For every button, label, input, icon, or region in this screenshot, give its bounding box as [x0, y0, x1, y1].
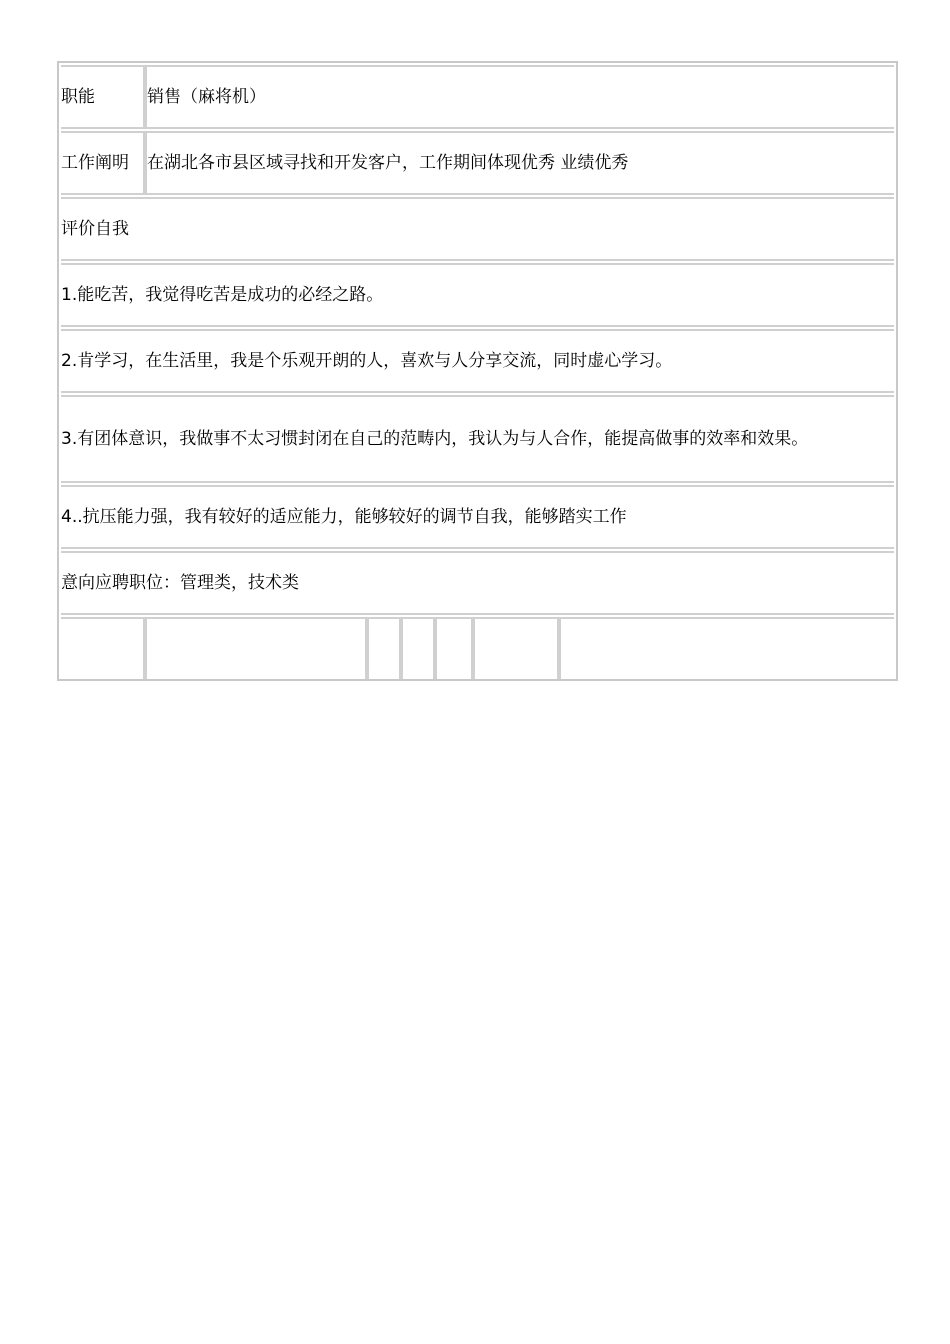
evaluation-cell: [61, 265, 894, 325]
evaluation-item: 2.肯学习，在生活里，我是个乐观开朗的人，喜欢与人分享交流，同时虚心学习。: [61, 351, 673, 371]
empty-cell: [145, 619, 367, 679]
table-row-intended-position: [61, 551, 894, 615]
table-row-evaluation-3: [61, 395, 894, 483]
function-value: 销售（麻将机）: [147, 87, 266, 107]
table-row-evaluation-1: [61, 263, 894, 327]
self-evaluation-title-cell: [61, 199, 894, 259]
function-label: 职能: [61, 87, 95, 107]
intended-position: 意向应聘职位：管理类，技术类: [61, 573, 299, 593]
table-row-self-evaluation-title: [61, 197, 894, 261]
intended-position-cell: [61, 553, 894, 613]
work-description-value: 在湖北各市县区域寻找和开发客户，工作期间体现优秀 业绩优秀: [147, 153, 629, 173]
empty-cell: [367, 619, 401, 679]
table-row-function: [61, 65, 894, 129]
work-description-value-cell: [145, 133, 894, 193]
evaluation-item: 1.能吃苦，我觉得吃苦是成功的必经之路。: [61, 285, 384, 305]
empty-cell: [435, 619, 473, 679]
work-description-label: 工作阐明: [61, 153, 129, 173]
evaluation-item: 3.有团体意识，我做事不太习惯封闭在自己的范畴内，我认为与人合作，能提高做事的效率和效果。: [61, 429, 809, 449]
table-row-work-description: [61, 131, 894, 195]
empty-cell: [473, 619, 559, 679]
function-value-cell: [145, 67, 894, 127]
evaluation-cell: [61, 331, 894, 391]
self-evaluation-title: 评价自我: [61, 219, 129, 239]
empty-cell: [559, 619, 894, 679]
table-row-evaluation-4: [61, 485, 894, 549]
evaluation-cell: [61, 487, 894, 547]
work-description-label-cell: [61, 133, 145, 193]
function-label-cell: [61, 67, 145, 127]
table-row-empty: [61, 617, 894, 679]
resume-table: [57, 61, 898, 681]
empty-cell: [401, 619, 435, 679]
evaluation-cell: [61, 397, 894, 481]
empty-cell: [61, 619, 145, 679]
table-row-evaluation-2: [61, 329, 894, 393]
evaluation-item: 4..抗压能力强，我有较好的适应能力，能够较好的调节自我，能够踏实工作: [61, 507, 627, 527]
